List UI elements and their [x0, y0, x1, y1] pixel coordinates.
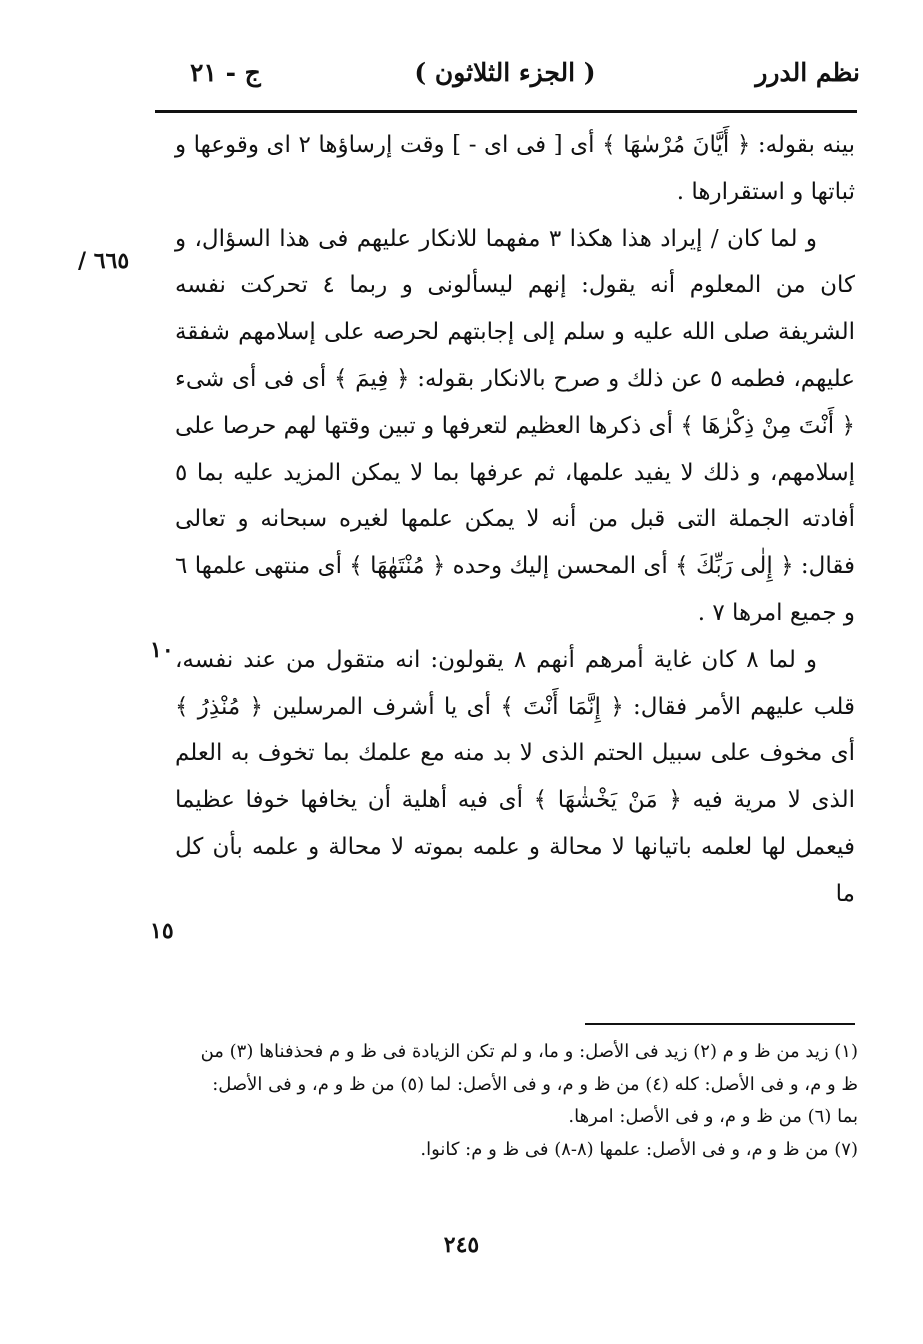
part-label: ( الجزء الثلاثون ): [414, 58, 596, 87]
header-rule: [155, 110, 857, 113]
footnotes: [188, 1036, 858, 1166]
body-paragraph: و لما كان / إيراد هذا هكذا ٣ مفهما للانكار عليهم فى هذا السؤال، و كان من المعلوم أنه يقول: إنهم ليسألونى و ربما ٤ تحركت نفسه الشريفة صلى الله عليه و سلم إلى إجابتهم لحرصه على إسلامهم شفقة عليهم، فطمه ٥ عن ذلك و صرح بالانكار بقوله: ﴿ فِيمَ ﴾ أى فى أى شىء ﴿ أَنْتَ مِنْ ذِكْرٰهَا ﴾ أى ذكرها العظيم لتعرفها و تبين وقتها لهم حرصا على إسلامهم، و ذلك لا يفيد علمها، ثم عرفها بما لا يمكن المزيد عليه بما ٥ أفادته الجملة التى قبل من أنه لا يمكن علمها لغيره سبحانه و تعالى فقال: ﴿ إِلٰى رَبِّكَ ﴾ أى المحسن إليك وحده ﴿ مُنْتَهٰهَا ﴾ أى منتهى علمها ٦ و جميع امرها ٧ .: [175, 225, 855, 626]
main-text: [175, 122, 855, 918]
footnote-line: (١) زيد من ظ و م (٢) زيد فى الأصل: و ما، و لم تكن الزيادة فى ظ و م فحذفناها (٣) من ظ و م، و فى الأصل: كله (٤) من ظ و م، و فى الأصل: لما (٥) من ظ و م، و فى الأصل: بما (٦) من ظ و م، و فى الأصل: امرها.: [200, 1041, 858, 1127]
volume-label: ج - ٢١: [190, 58, 261, 87]
margin-line-number-15: ١٥: [150, 918, 174, 944]
book-title: نظم الدرر: [755, 58, 860, 87]
margin-folio-number: / ٦٦٥: [78, 248, 130, 274]
running-header: [150, 58, 860, 98]
footnote-rule: [585, 1023, 855, 1025]
footnote-line: (٧) من ظ و م، و فى الأصل: علمها (٨-٨) فى ظ و م: كانوا.: [420, 1138, 858, 1160]
page-number: ٢٤٥: [443, 1232, 480, 1258]
body-paragraph: و لما ٨ كان غاية أمرهم أنهم ٨ يقولون: انه متقول من عند نفسه، قلب عليهم الأمر فقال: ﴿ إِنَّمَا أَنْتَ ﴾ أى يا أشرف المرسلين ﴿ مُنْذِرُ ﴾ أى مخوف على سبيل الحتم الذى لا بد منه مع علمك بما تخوف به العلم الذى لا مرية فيه ﴿ مَنْ يَخْشٰهَا ﴾ أى فيه أهلية أن يخافها خوفا عظيما فيعمل لها لعلمه باتيانها لا محالة و علمه بموته لا محالة و علمه بأن كل ما: [175, 646, 855, 907]
body-paragraph: بينه بقوله: ﴿ أَيَّانَ مُرْسٰهَا ﴾ أى [ فى اى - ] وقت إرساؤها ٢ اى وقوعها و ثباتها و استقرارها .: [175, 132, 856, 205]
margin-line-number-10: ١٠: [150, 637, 174, 663]
